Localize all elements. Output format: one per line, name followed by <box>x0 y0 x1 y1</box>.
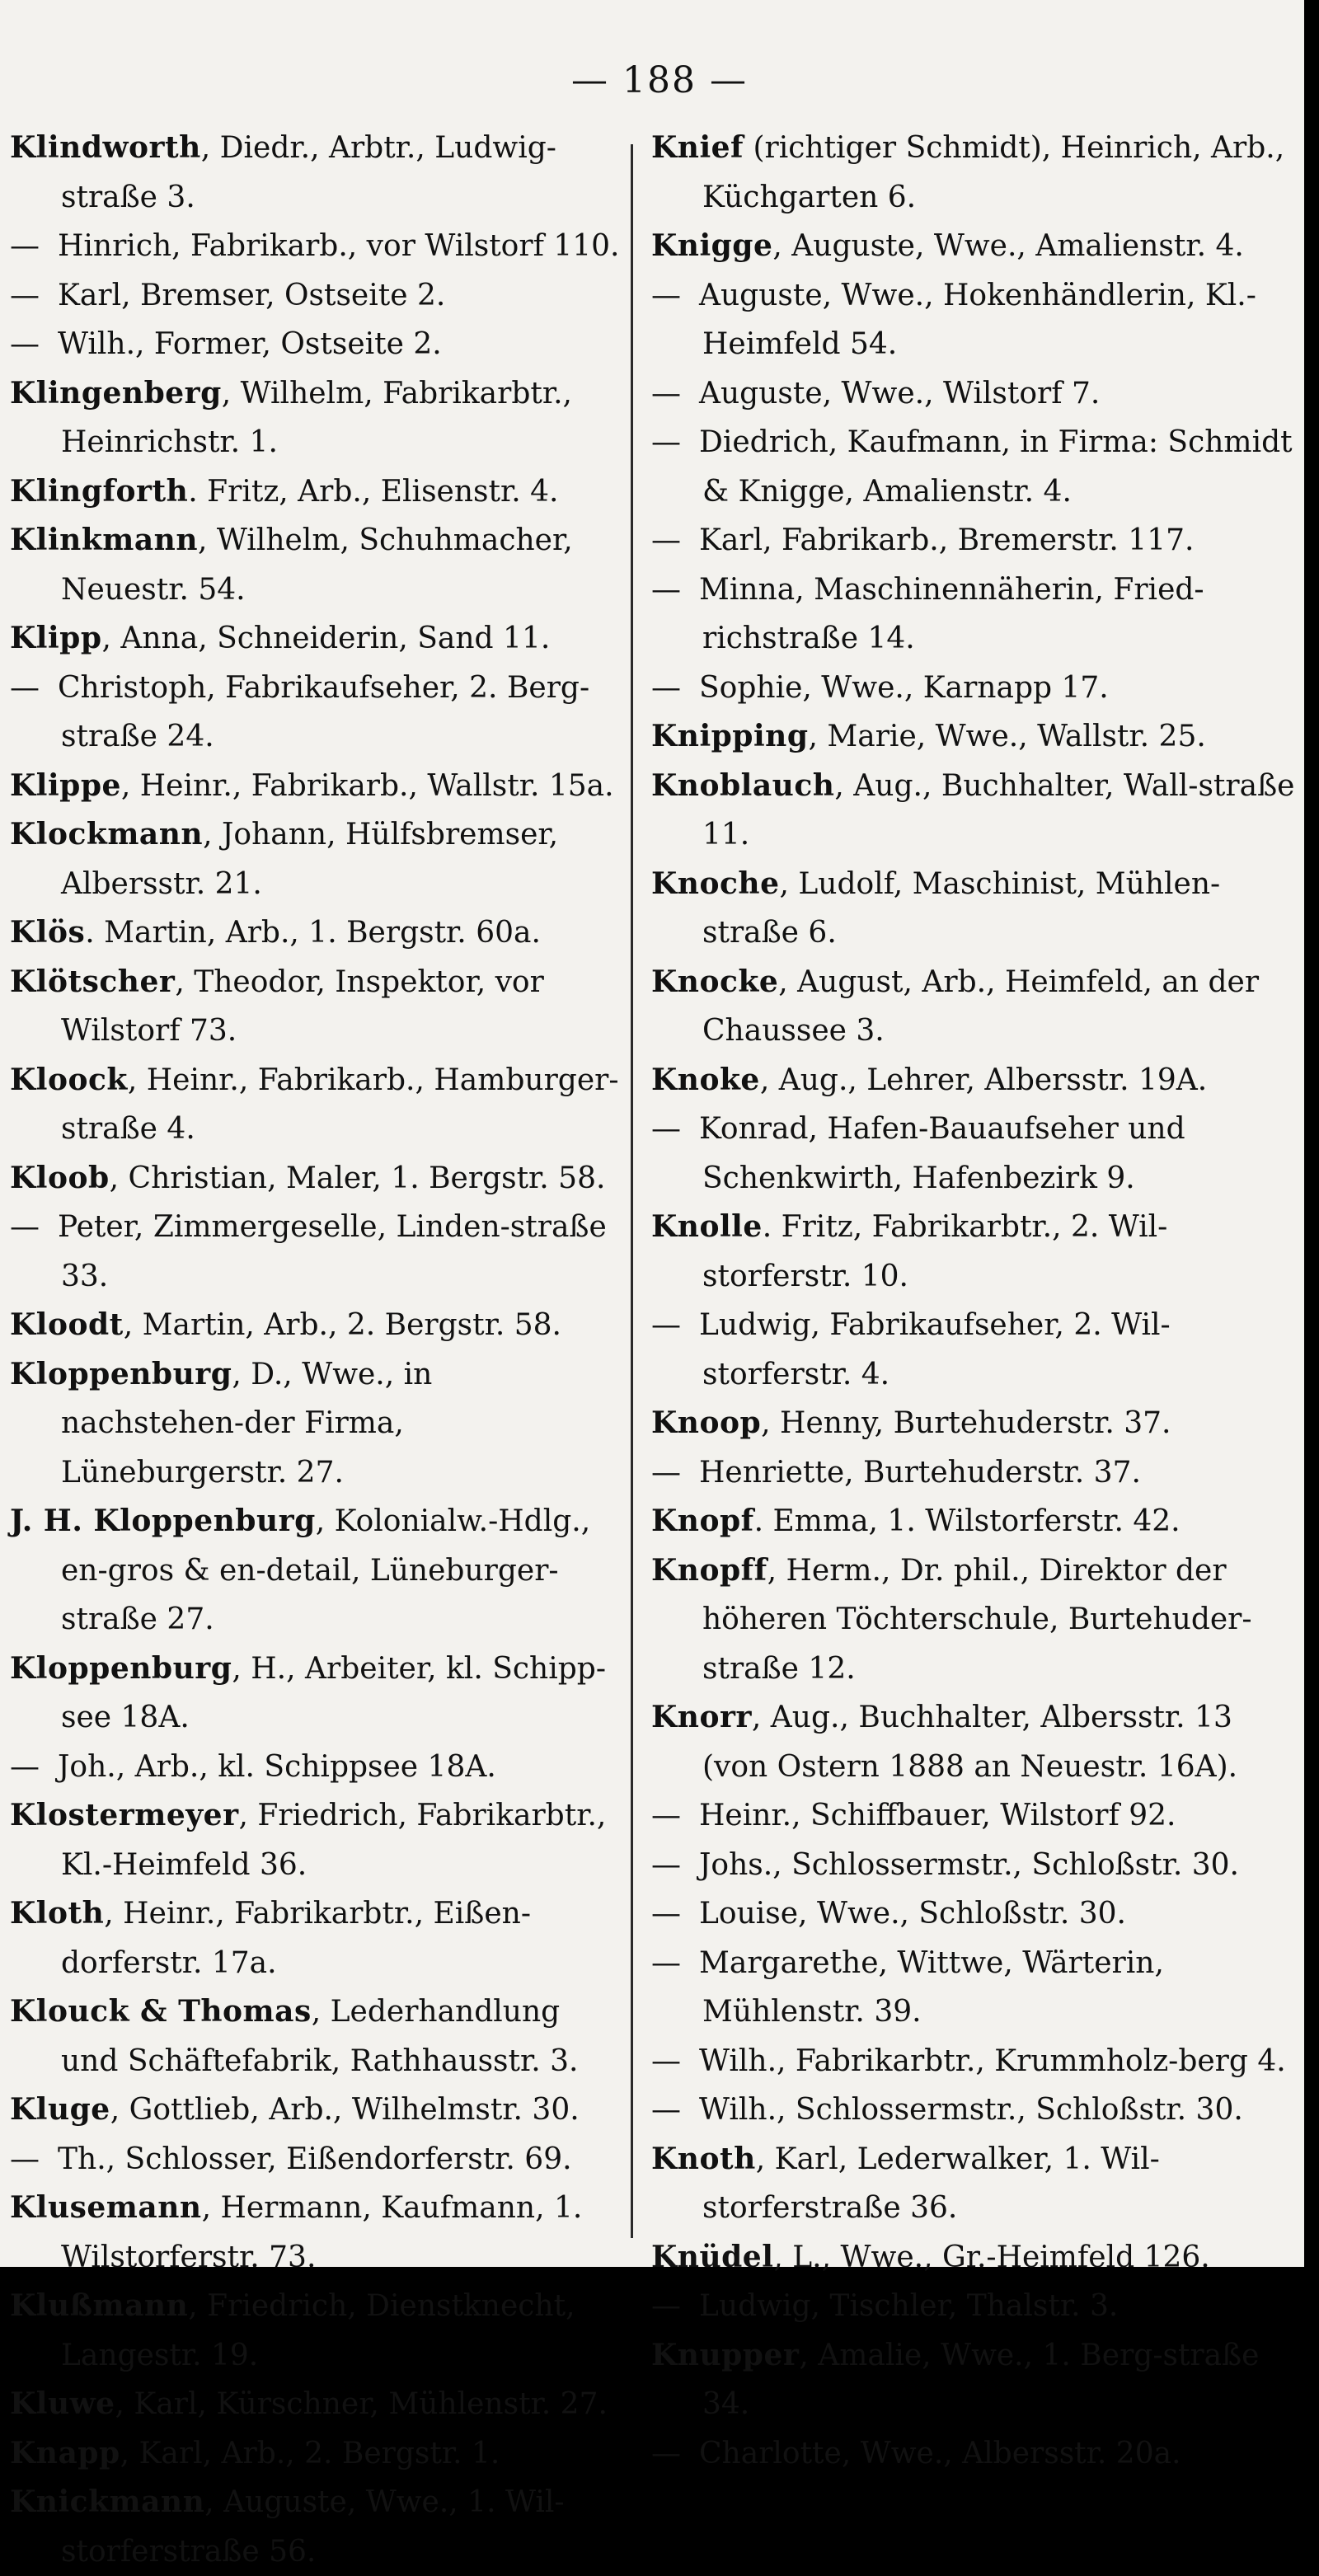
entry-details: , Heinr., Fabrikarb., Hamburger-straße 4. <box>61 1063 619 1146</box>
entry-surname: Klippe <box>10 767 121 803</box>
repeat-dash: — <box>651 523 681 557</box>
entry-details: Wilh., Fabrikarbtr., Krummholz-berg 4. <box>699 2043 1286 2078</box>
directory-entry <box>10 1350 620 1498</box>
directory-entry <box>651 1791 1303 1841</box>
entry-details: Sophie, Wwe., Karnapp 17. <box>699 670 1109 705</box>
directory-entry <box>10 2478 620 2576</box>
entry-surname: Kloob <box>10 1160 110 1195</box>
directory-entry <box>10 908 620 958</box>
entry-details: , Gottlieb, Arb., Wilhelmstr. 30. <box>110 2093 580 2127</box>
directory-entry <box>10 222 620 271</box>
page-number: — 188 — <box>571 59 748 101</box>
repeat-dash: — <box>10 670 40 705</box>
entry-surname: Klockmann <box>10 817 204 852</box>
directory-entry <box>10 271 620 321</box>
entry-details: , Herm., Dr. phil., Direktor der höheren Töchterschule, Burtehuder-straße 12. <box>702 1553 1252 1686</box>
entry-details: , Anna, Schneiderin, Sand 11. <box>101 622 551 655</box>
entry-details: , Henny, Burtehuderstr. 37. <box>761 1406 1171 1440</box>
repeat-dash: — <box>651 2289 681 2323</box>
entry-surname: Knickmann <box>10 2485 205 2519</box>
directory-entry <box>10 1645 620 1743</box>
entry-surname: Klös <box>10 915 86 950</box>
entry-details: , Friedrich, Fabrikarbtr., Kl.-Heimfeld 36. <box>61 1799 607 1882</box>
entry-surname: J. H. Kloppenburg <box>10 1504 316 1538</box>
directory-entry <box>10 1056 620 1154</box>
entry-surname: Knüdel <box>651 2239 774 2274</box>
directory-entry <box>651 369 1303 419</box>
entry-details: Joh., Arb., kl. Schippsee 18A. <box>58 1749 496 1784</box>
entry-details: Auguste, Wwe., Wilstorf 7. <box>699 376 1101 411</box>
repeat-dash: — <box>10 2142 40 2176</box>
entry-details: Minna, Maschinennäherin, Fried-richstraße 14. <box>699 572 1204 655</box>
directory-entry <box>651 2233 1303 2283</box>
entry-details: . Fritz, Fabrikarbtr., 2. Wil-storferstr. 10. <box>702 1210 1168 1293</box>
directory-entry <box>10 2380 620 2429</box>
repeat-dash: — <box>651 1945 681 1980</box>
directory-entry <box>651 418 1303 516</box>
directory-entry <box>651 958 1303 1056</box>
directory-entry <box>651 1448 1303 1498</box>
repeat-dash: — <box>651 1799 681 1832</box>
page-edge <box>1304 0 1319 2267</box>
entry-details: Karl, Fabrikarb., Bremerstr. 117. <box>699 523 1195 557</box>
directory-entry <box>10 1497 620 1645</box>
entry-details: Hinrich, Fabrikarb., vor Wilstorf 110. <box>58 229 620 263</box>
directory-entry <box>10 2282 620 2380</box>
entry-details: , Johann, Hülfsbremser, Albersstr. 21. <box>61 818 559 901</box>
entry-surname: Knupper <box>651 2337 800 2372</box>
repeat-dash: — <box>651 1112 681 1146</box>
entry-details: Ludwig, Fabrikaufseher, 2. Wil-storferstr. 4. <box>699 1308 1171 1391</box>
entry-surname: Knoche <box>651 866 780 901</box>
directory-entry <box>10 124 620 222</box>
entry-details: Henriette, Burtehuderstr. 37. <box>699 1455 1141 1490</box>
directory-entry <box>651 1399 1303 1448</box>
entry-details: , Diedr., Arbtr., Ludwig-straße 3. <box>61 131 556 214</box>
repeat-dash: — <box>651 1847 681 1882</box>
directory-entry <box>10 2429 620 2479</box>
entry-details: , Marie, Wwe., Wallstr. 25. <box>808 720 1206 753</box>
entry-details: Peter, Zimmergeselle, Linden-straße 33. <box>58 1210 607 1293</box>
directory-entry <box>10 1154 620 1204</box>
entry-details: , Wilhelm, Fabrikarbtr., Heinrichstr. 1. <box>61 376 572 459</box>
repeat-dash: — <box>651 670 681 705</box>
entry-surname: Knoblauch <box>651 767 835 803</box>
entry-surname: Klindworth <box>10 130 201 165</box>
directory-entry <box>10 369 620 467</box>
entry-details: , Hermann, Kaufmann, 1. Wilstorferstr. 73. <box>61 2191 583 2274</box>
entry-surname: Knief <box>651 130 744 165</box>
repeat-dash: — <box>10 1210 40 1244</box>
directory-entry <box>651 1497 1303 1546</box>
directory-entry <box>651 271 1303 369</box>
directory-entry <box>10 516 620 614</box>
entry-details: Heinr., Schiffbauer, Wilstorf 92. <box>699 1799 1176 1832</box>
entry-surname: Kluge <box>10 2092 110 2127</box>
entry-details: Christoph, Fabrikaufseher, 2. Berg-straße 24. <box>58 670 590 753</box>
entry-details: , Lederhandlung und Schäftefabrik, Rathhausstr. 3. <box>61 1995 579 2078</box>
directory-entry <box>651 516 1303 565</box>
directory-entry <box>10 2135 620 2184</box>
entry-surname: Knoth <box>651 2141 756 2176</box>
directory-entry <box>651 1056 1303 1105</box>
entry-details: Th., Schlosser, Eißendorferstr. 69. <box>58 2142 572 2176</box>
directory-entry <box>651 2331 1303 2429</box>
repeat-dash: — <box>651 1308 681 1342</box>
repeat-dash: — <box>651 1897 681 1931</box>
entry-surname: Knopff <box>651 1552 767 1588</box>
entry-surname: Kluwe <box>10 2386 115 2421</box>
repeat-dash: — <box>651 425 681 459</box>
entry-details: Auguste, Wwe., Hokenhändlerin, Kl.-Heimfeld 54. <box>699 278 1256 361</box>
directory-entry <box>651 664 1303 713</box>
directory-entry <box>10 1987 620 2086</box>
entry-surname: Knopf <box>651 1504 754 1538</box>
directory-entry <box>651 1105 1303 1203</box>
directory-entry <box>651 2429 1303 2479</box>
entry-surname: Kloock <box>10 1062 128 1097</box>
directory-entry <box>651 762 1303 860</box>
directory-entry <box>651 1203 1303 1301</box>
entry-details: , Aug., Buchhalter, Albersstr. 13 (von Ostern 1888 an Neuestr. 16A). <box>702 1701 1238 1784</box>
entry-details: , Martin, Arb., 2. Bergstr. 58. <box>123 1308 561 1342</box>
directory-entry <box>651 222 1303 271</box>
directory-entry <box>651 1889 1303 1939</box>
repeat-dash: — <box>651 376 681 411</box>
entry-surname: Klipp <box>10 621 102 655</box>
entry-details: , August, Arb., Heimfeld, an der Chaussee 3. <box>702 964 1260 1048</box>
entry-details: Karl, Bremser, Ostseite 2. <box>58 278 446 312</box>
directory-entry <box>651 860 1303 958</box>
directory-entry <box>10 1743 620 1792</box>
entry-surname: Knoop <box>651 1405 762 1440</box>
entry-details: , Ludolf, Maschinist, Mühlen-straße 6. <box>702 866 1221 950</box>
entry-surname: Klouck & Thomas <box>10 1994 312 2029</box>
directory-entry <box>651 2282 1303 2331</box>
entry-surname: Knocke <box>651 964 779 999</box>
entry-details: . Emma, 1. Wilstorferstr. 42. <box>753 1504 1181 1538</box>
directory-entry <box>10 762 620 811</box>
entry-surname: Klinkmann <box>10 523 199 557</box>
directory-entry <box>651 565 1303 664</box>
entry-details: Johs., Schlossermstr., Schloßstr. 30. <box>699 1847 1239 1882</box>
repeat-dash: — <box>651 2093 681 2127</box>
entry-surname: Kloppenburg <box>10 1650 232 1686</box>
entry-details: , Aug., Lehrer, Albersstr. 19A. <box>759 1063 1208 1097</box>
entry-surname: Klostermeyer <box>10 1798 239 1832</box>
entry-surname: Kloth <box>10 1896 105 1931</box>
entry-details: , Heinr., Fabrikarbtr., Eißen-dorferstr. 17a. <box>61 1897 531 1980</box>
entry-surname: Klusemann <box>10 2190 202 2225</box>
entry-surname: Klingforth <box>10 473 189 509</box>
directory-entry <box>10 958 620 1056</box>
entry-details: , Karl, Kürschner, Mühlenstr. 27. <box>115 2387 608 2421</box>
entry-details: Margarethe, Wittwe, Wärterin, Mühlenstr. 39. <box>699 1945 1164 2029</box>
directory-entry <box>10 1203 620 1301</box>
directory-entry <box>651 2135 1303 2233</box>
directory-entry <box>10 1889 620 1987</box>
directory-entry <box>651 1841 1303 1890</box>
repeat-dash: — <box>10 1749 40 1784</box>
directory-entry <box>651 712 1303 762</box>
directory-entry <box>10 2086 620 2135</box>
entry-details: Louise, Wwe., Schloßstr. 30. <box>699 1897 1126 1931</box>
entry-surname: Knapp <box>10 2435 120 2470</box>
entry-surname: Klußmann <box>10 2288 189 2323</box>
entry-details: . Martin, Arb., 1. Bergstr. 60a. <box>85 916 541 950</box>
repeat-dash: — <box>10 229 40 263</box>
entry-details: , Auguste, Wwe., 1. Wil-storferstraße 56. <box>61 2485 565 2569</box>
entry-details: , D., Wwe., in nachstehen-der Firma, Lüneburgerstr. 27. <box>61 1357 433 1490</box>
entry-surname: Klingenberg <box>10 375 222 411</box>
entry-details: , Heinr., Fabrikarb., Wallstr. 15a. <box>120 768 614 803</box>
column-divider <box>631 144 633 2238</box>
repeat-dash: — <box>651 2043 681 2078</box>
entry-details: Ludwig, Tischler, Thalstr. 3. <box>699 2289 1119 2323</box>
left-column <box>10 124 620 2576</box>
directory-entry <box>10 1791 620 1889</box>
repeat-dash: — <box>651 278 681 312</box>
entry-details: , Karl, Lederwalker, 1. Wil-storferstraße 36. <box>702 2142 1160 2225</box>
entry-surname: Klötscher <box>10 964 176 999</box>
repeat-dash: — <box>10 278 40 312</box>
directory-entry <box>10 2184 620 2282</box>
directory-entry <box>10 1301 620 1350</box>
directory-entry <box>10 614 620 664</box>
entry-surname: Knolle <box>651 1209 763 1244</box>
directory-entry <box>10 467 620 517</box>
repeat-dash: — <box>10 327 40 361</box>
entry-details: Diedrich, Kaufmann, in Firma: Schmidt & Knigge, Amalienstr. 4. <box>699 425 1293 509</box>
entry-details: , Karl, Arb., 2. Bergstr. 1. <box>120 2436 500 2470</box>
repeat-dash: — <box>651 572 681 607</box>
entry-details: , L., Wwe., Gr.-Heimfeld 126. <box>773 2240 1210 2274</box>
entry-details: , Friedrich, Dienstknecht, Langestr. 19. <box>61 2289 575 2372</box>
entry-details: , Theodor, Inspektor, vor Wilstorf 73. <box>61 964 544 1048</box>
directory-entry <box>651 124 1303 222</box>
entry-details: , H., Arbeiter, kl. Schipp-see 18A. <box>61 1651 606 1734</box>
repeat-dash: — <box>651 1455 681 1490</box>
entry-surname: Knigge <box>651 228 773 263</box>
directory-entry <box>10 664 620 762</box>
entry-surname: Kloppenburg <box>10 1356 232 1391</box>
repeat-dash: — <box>651 2436 681 2470</box>
directory-entry <box>651 1693 1303 1791</box>
entry-surname: Kloodt <box>10 1307 124 1342</box>
entry-surname: Knoke <box>651 1062 760 1097</box>
entry-details: Charlotte, Wwe., Albersstr. 20a. <box>699 2436 1181 2470</box>
entry-details: , Christian, Maler, 1. Bergstr. 58. <box>109 1161 606 1195</box>
entry-details: , Amalie, Wwe., 1. Berg-straße 34. <box>702 2338 1260 2421</box>
right-column <box>651 124 1303 2478</box>
directory-entry <box>651 1939 1303 2037</box>
entry-details: , Aug., Buchhalter, Wall-straße 11. <box>702 768 1295 852</box>
entry-details: , Wilhelm, Schuhmacher, Neuestr. 54. <box>61 523 573 607</box>
entry-details: Wilh., Schlossermstr., Schloßstr. 30. <box>699 2093 1243 2127</box>
entry-details: . Fritz, Arb., Elisenstr. 4. <box>188 474 559 509</box>
directory-entry <box>651 1546 1303 1694</box>
entry-details: Konrad, Hafen-Bauaufseher und Schenkwirth, Hafenbezirk 9. <box>699 1112 1185 1195</box>
entry-details: Wilh., Former, Ostseite 2. <box>58 327 442 361</box>
entry-details: , Kolonialw.-Hdlg., en-gros & en-detail, Lüneburger-straße 27. <box>61 1504 591 1636</box>
directory-entry <box>651 2086 1303 2135</box>
entry-details: (richtiger Schmidt), Heinrich, Arb., Küchgarten 6. <box>702 131 1285 214</box>
entry-surname: Knipping <box>651 719 809 753</box>
directory-entry <box>651 2037 1303 2086</box>
directory-entry <box>651 1301 1303 1399</box>
entry-surname: Knorr <box>651 1700 752 1734</box>
directory-entry <box>10 810 620 908</box>
directory-entry <box>10 320 620 369</box>
entry-details: , Auguste, Wwe., Amalienstr. 4. <box>772 229 1244 263</box>
